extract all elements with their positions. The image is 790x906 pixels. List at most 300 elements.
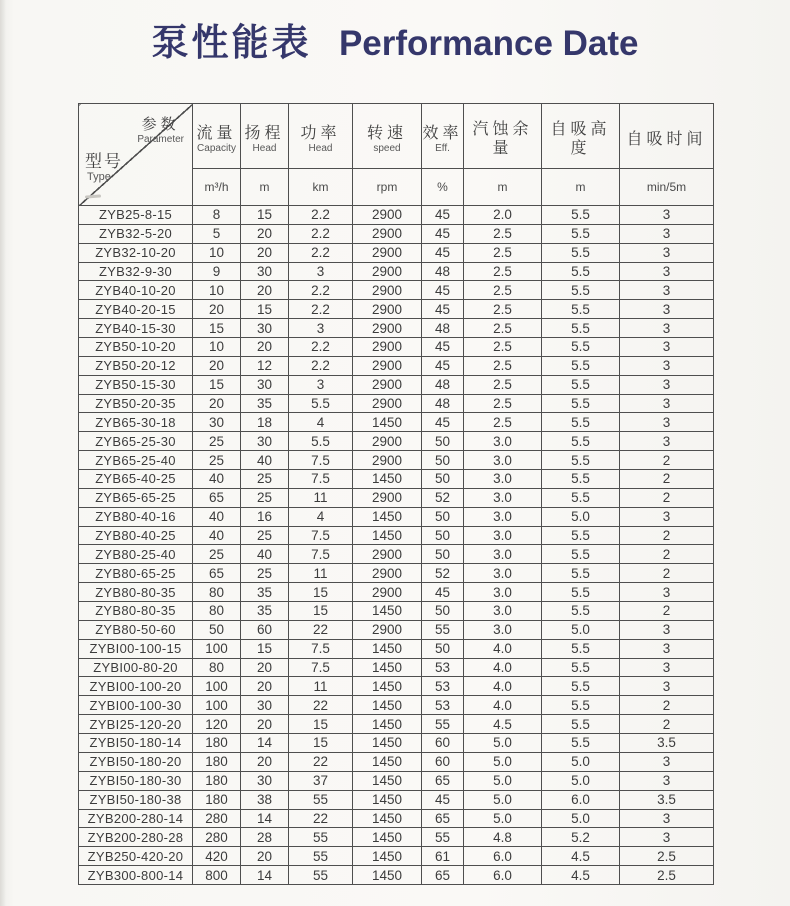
value-cell: 2 <box>620 602 714 621</box>
value-cell: 18 <box>241 413 289 432</box>
value-cell: 37 <box>289 771 353 790</box>
value-cell: 2900 <box>353 545 422 564</box>
value-cell: 3 <box>289 319 353 338</box>
value-cell: 20 <box>193 394 241 413</box>
value-cell: 2.5 <box>620 866 714 885</box>
value-cell: 2.5 <box>464 375 542 394</box>
value-cell: 15 <box>241 300 289 319</box>
value-cell: 1450 <box>353 639 422 658</box>
value-cell: 2 <box>620 470 714 489</box>
value-cell: 280 <box>193 809 241 828</box>
model-cell: ZYB50-10-20 <box>79 338 193 357</box>
value-cell: 65 <box>193 488 241 507</box>
value-cell: 38 <box>241 790 289 809</box>
value-cell: 1450 <box>353 696 422 715</box>
value-cell: 3.0 <box>464 526 542 545</box>
value-cell: 45 <box>422 338 464 357</box>
value-cell: 80 <box>193 658 241 677</box>
value-cell: 14 <box>241 866 289 885</box>
model-cell: ZYB80-40-25 <box>79 526 193 545</box>
value-cell: 7.5 <box>289 526 353 545</box>
value-cell: 40 <box>193 470 241 489</box>
value-cell: 8 <box>193 206 241 225</box>
value-cell: 180 <box>193 771 241 790</box>
model-cell: ZYB40-15-30 <box>79 319 193 338</box>
value-cell: 65 <box>422 771 464 790</box>
value-cell: 50 <box>422 545 464 564</box>
value-cell: 3 <box>620 828 714 847</box>
unit-head: m <box>241 169 289 206</box>
value-cell: 55 <box>289 847 353 866</box>
value-cell: 2 <box>620 545 714 564</box>
value-cell: 53 <box>422 696 464 715</box>
value-cell: 5.0 <box>464 734 542 753</box>
value-cell: 30 <box>241 432 289 451</box>
value-cell: 2.5 <box>620 847 714 866</box>
value-cell: 3.0 <box>464 451 542 470</box>
unit-suction-time: min/5m <box>620 169 714 206</box>
value-cell: 55 <box>422 715 464 734</box>
value-cell: 3 <box>620 319 714 338</box>
value-cell: 5.0 <box>542 771 620 790</box>
table-row <box>79 488 714 507</box>
value-cell: 20 <box>193 300 241 319</box>
value-cell: 5.5 <box>542 375 620 394</box>
value-cell: 2900 <box>353 375 422 394</box>
value-cell: 2.5 <box>464 319 542 338</box>
value-cell: 180 <box>193 734 241 753</box>
model-cell: ZYB65-40-25 <box>79 470 193 489</box>
value-cell: 2.2 <box>289 224 353 243</box>
value-cell: 2 <box>620 488 714 507</box>
value-cell: 3 <box>620 771 714 790</box>
table-row <box>79 394 714 413</box>
value-cell: 4.0 <box>464 639 542 658</box>
value-cell: 2900 <box>353 583 422 602</box>
value-cell: 55 <box>289 866 353 885</box>
value-cell: 55 <box>289 828 353 847</box>
value-cell: 1450 <box>353 413 422 432</box>
table-row <box>79 583 714 602</box>
model-cell: ZYB50-20-35 <box>79 394 193 413</box>
model-cell: ZYB32-5-20 <box>79 224 193 243</box>
value-cell: 20 <box>241 243 289 262</box>
value-cell: 3 <box>289 375 353 394</box>
table-row <box>79 866 714 885</box>
table-row <box>79 696 714 715</box>
corner-type-label <box>85 152 123 183</box>
model-cell: ZYBI00-100-30 <box>79 696 193 715</box>
value-cell: 35 <box>241 602 289 621</box>
value-cell: 2 <box>620 696 714 715</box>
table-row <box>79 338 714 357</box>
value-cell: 3 <box>289 262 353 281</box>
value-cell: 15 <box>241 206 289 225</box>
value-cell: 5.5 <box>289 394 353 413</box>
value-cell: 3 <box>620 620 714 639</box>
value-cell: 40 <box>241 451 289 470</box>
corner-type-zh: 型号 <box>85 152 123 171</box>
value-cell: 2900 <box>353 564 422 583</box>
value-cell: 2 <box>620 451 714 470</box>
value-cell: 2900 <box>353 394 422 413</box>
value-cell: 25 <box>241 470 289 489</box>
value-cell: 2.5 <box>464 300 542 319</box>
value-cell: 2.2 <box>289 281 353 300</box>
table-row <box>79 319 714 338</box>
table-row <box>79 602 714 621</box>
table-row <box>79 545 714 564</box>
corner-parameter-zh: 参数 <box>141 116 180 133</box>
table-row <box>79 715 714 734</box>
value-cell: 4 <box>289 507 353 526</box>
value-cell: 280 <box>193 828 241 847</box>
table-row <box>79 356 714 375</box>
model-cell: ZYB32-10-20 <box>79 243 193 262</box>
table-row <box>79 620 714 639</box>
model-cell: ZYB80-65-25 <box>79 564 193 583</box>
value-cell: 5.2 <box>542 828 620 847</box>
value-cell: 1450 <box>353 677 422 696</box>
table-row <box>79 677 714 696</box>
value-cell: 5.5 <box>542 470 620 489</box>
corner-type-en: Type <box>87 171 111 183</box>
col-header-npsh: 汽蚀余量 <box>464 104 542 169</box>
model-cell: ZYBI50-180-14 <box>79 734 193 753</box>
col-header-suction-time: 自吸时间 <box>620 104 714 169</box>
col-header-power: 功率 Head <box>289 104 353 169</box>
value-cell: 2900 <box>353 319 422 338</box>
model-cell: ZYB300-800-14 <box>79 866 193 885</box>
value-cell: 3 <box>620 658 714 677</box>
value-cell: 1450 <box>353 866 422 885</box>
col-header-suction-height: 自吸高度 <box>542 104 620 169</box>
value-cell: 15 <box>289 602 353 621</box>
value-cell: 16 <box>241 507 289 526</box>
value-cell: 5.5 <box>542 545 620 564</box>
value-cell: 30 <box>193 413 241 432</box>
value-cell: 800 <box>193 866 241 885</box>
value-cell: 5.5 <box>542 300 620 319</box>
table-row <box>79 262 714 281</box>
value-cell: 50 <box>422 602 464 621</box>
value-cell: 50 <box>422 639 464 658</box>
value-cell: 4.0 <box>464 658 542 677</box>
value-cell: 45 <box>422 790 464 809</box>
value-cell: 3.0 <box>464 432 542 451</box>
value-cell: 11 <box>289 488 353 507</box>
value-cell: 5.5 <box>542 677 620 696</box>
value-cell: 30 <box>241 262 289 281</box>
value-cell: 50 <box>422 526 464 545</box>
value-cell: 2900 <box>353 206 422 225</box>
value-cell: 2900 <box>353 356 422 375</box>
value-cell: 5.0 <box>464 771 542 790</box>
value-cell: 65 <box>422 809 464 828</box>
table-row <box>79 375 714 394</box>
value-cell: 45 <box>422 300 464 319</box>
col-header-capacity: 流量 Capacity <box>193 104 241 169</box>
value-cell: 65 <box>422 866 464 885</box>
value-cell: 40 <box>193 526 241 545</box>
value-cell: 1450 <box>353 715 422 734</box>
model-cell: ZYBI50-180-30 <box>79 771 193 790</box>
value-cell: 53 <box>422 677 464 696</box>
model-cell: ZYB80-50-60 <box>79 620 193 639</box>
value-cell: 3.0 <box>464 545 542 564</box>
value-cell: 2900 <box>353 451 422 470</box>
model-cell: ZYB200-280-28 <box>79 828 193 847</box>
table-row <box>79 526 714 545</box>
value-cell: 5.5 <box>542 432 620 451</box>
value-cell: 52 <box>422 564 464 583</box>
value-cell: 1450 <box>353 658 422 677</box>
model-cell: ZYB250-420-20 <box>79 847 193 866</box>
value-cell: 5.5 <box>542 583 620 602</box>
value-cell: 1450 <box>353 734 422 753</box>
model-cell: ZYB80-80-35 <box>79 583 193 602</box>
value-cell: 4.0 <box>464 696 542 715</box>
model-cell: ZYB65-65-25 <box>79 488 193 507</box>
value-cell: 22 <box>289 809 353 828</box>
value-cell: 61 <box>422 847 464 866</box>
value-cell: 2 <box>620 564 714 583</box>
value-cell: 30 <box>241 375 289 394</box>
value-cell: 2900 <box>353 488 422 507</box>
value-cell: 15 <box>289 715 353 734</box>
value-cell: 2900 <box>353 338 422 357</box>
value-cell: 80 <box>193 602 241 621</box>
value-cell: 3 <box>620 224 714 243</box>
value-cell: 3 <box>620 639 714 658</box>
value-cell: 40 <box>193 507 241 526</box>
value-cell: 2.2 <box>289 206 353 225</box>
table-row <box>79 432 714 451</box>
value-cell: 11 <box>289 677 353 696</box>
value-cell: 5.5 <box>542 488 620 507</box>
table-row <box>79 451 714 470</box>
value-cell: 25 <box>241 526 289 545</box>
value-cell: 120 <box>193 715 241 734</box>
value-cell: 2900 <box>353 281 422 300</box>
value-cell: 100 <box>193 677 241 696</box>
model-cell: ZYB25-8-15 <box>79 206 193 225</box>
table-row <box>79 281 714 300</box>
value-cell: 2.5 <box>464 356 542 375</box>
value-cell: 60 <box>241 620 289 639</box>
value-cell: 5.0 <box>542 507 620 526</box>
value-cell: 45 <box>422 356 464 375</box>
table-row <box>79 752 714 771</box>
value-cell: 7.5 <box>289 658 353 677</box>
value-cell: 45 <box>422 224 464 243</box>
value-cell: 2.2 <box>289 356 353 375</box>
value-cell: 15 <box>193 375 241 394</box>
value-cell: 3.5 <box>620 734 714 753</box>
value-cell: 2.5 <box>464 281 542 300</box>
value-cell: 3 <box>620 677 714 696</box>
table-row <box>79 809 714 828</box>
value-cell: 52 <box>422 488 464 507</box>
value-cell: 3 <box>620 752 714 771</box>
model-cell: ZYBI00-100-20 <box>79 677 193 696</box>
model-cell: ZYBI25-120-20 <box>79 715 193 734</box>
value-cell: 7.5 <box>289 639 353 658</box>
value-cell: 100 <box>193 696 241 715</box>
value-cell: 25 <box>241 564 289 583</box>
value-cell: 55 <box>289 790 353 809</box>
value-cell: 25 <box>193 451 241 470</box>
value-cell: 1450 <box>353 602 422 621</box>
value-cell: 1450 <box>353 526 422 545</box>
page-title <box>0 12 790 66</box>
value-cell: 30 <box>241 696 289 715</box>
value-cell: 3 <box>620 432 714 451</box>
value-cell: 2.0 <box>464 206 542 225</box>
value-cell: 3.0 <box>464 602 542 621</box>
value-cell: 22 <box>289 620 353 639</box>
value-cell: 20 <box>193 356 241 375</box>
model-cell: ZYB50-20-12 <box>79 356 193 375</box>
unit-speed: rpm <box>353 169 422 206</box>
value-cell: 5.5 <box>542 224 620 243</box>
value-cell: 30 <box>241 319 289 338</box>
model-cell: ZYB32-9-30 <box>79 262 193 281</box>
value-cell: 5 <box>193 224 241 243</box>
value-cell: 1450 <box>353 847 422 866</box>
value-cell: 6.0 <box>464 847 542 866</box>
value-cell: 60 <box>422 734 464 753</box>
model-cell: ZYB80-80-35 <box>79 602 193 621</box>
scan-edge-shadow <box>0 0 6 906</box>
value-cell: 20 <box>241 224 289 243</box>
table-row <box>79 413 714 432</box>
value-cell: 20 <box>241 752 289 771</box>
value-cell: 65 <box>193 564 241 583</box>
value-cell: 11 <box>289 564 353 583</box>
value-cell: 2900 <box>353 224 422 243</box>
model-cell: ZYB65-25-40 <box>79 451 193 470</box>
value-cell: 2900 <box>353 300 422 319</box>
performance-table <box>78 103 714 885</box>
value-cell: 1450 <box>353 771 422 790</box>
value-cell: 35 <box>241 394 289 413</box>
value-cell: 2.2 <box>289 338 353 357</box>
value-cell: 6.0 <box>464 866 542 885</box>
model-cell: ZYBI50-180-38 <box>79 790 193 809</box>
value-cell: 3.0 <box>464 507 542 526</box>
table-row <box>79 658 714 677</box>
value-cell: 60 <box>422 752 464 771</box>
value-cell: 5.5 <box>542 338 620 357</box>
value-cell: 15 <box>241 639 289 658</box>
value-cell: 35 <box>241 583 289 602</box>
value-cell: 20 <box>241 338 289 357</box>
value-cell: 5.5 <box>542 639 620 658</box>
table-row <box>79 243 714 262</box>
value-cell: 1450 <box>353 809 422 828</box>
value-cell: 10 <box>193 338 241 357</box>
value-cell: 14 <box>241 809 289 828</box>
value-cell: 5.5 <box>542 715 620 734</box>
value-cell: 3 <box>620 338 714 357</box>
value-cell: 55 <box>422 828 464 847</box>
value-cell: 80 <box>193 583 241 602</box>
value-cell: 5.0 <box>464 809 542 828</box>
model-cell: ZYB40-20-15 <box>79 300 193 319</box>
table-row <box>79 771 714 790</box>
value-cell: 3.0 <box>464 488 542 507</box>
value-cell: 15 <box>193 319 241 338</box>
value-cell: 5.5 <box>542 262 620 281</box>
value-cell: 5.0 <box>464 752 542 771</box>
value-cell: 2 <box>620 715 714 734</box>
value-cell: 48 <box>422 375 464 394</box>
value-cell: 5.5 <box>542 243 620 262</box>
value-cell: 5.5 <box>542 734 620 753</box>
table-row <box>79 734 714 753</box>
page-title-en: Performance Date <box>338 24 639 63</box>
value-cell: 12 <box>241 356 289 375</box>
value-cell: 4.5 <box>542 847 620 866</box>
value-cell: 50 <box>422 470 464 489</box>
col-header-efficiency: 效率 Eff. <box>422 104 464 169</box>
value-cell: 1450 <box>353 752 422 771</box>
value-cell: 5.0 <box>542 620 620 639</box>
value-cell: 1450 <box>353 470 422 489</box>
table-row <box>79 828 714 847</box>
table-row <box>79 564 714 583</box>
value-cell: 3 <box>620 356 714 375</box>
value-cell: 5.5 <box>542 526 620 545</box>
value-cell: 20 <box>241 677 289 696</box>
value-cell: 48 <box>422 262 464 281</box>
value-cell: 3 <box>620 809 714 828</box>
value-cell: 22 <box>289 696 353 715</box>
value-cell: 4 <box>289 413 353 432</box>
model-cell: ZYB80-40-16 <box>79 507 193 526</box>
value-cell: 3 <box>620 507 714 526</box>
value-cell: 3.0 <box>464 620 542 639</box>
value-cell: 2.5 <box>464 262 542 281</box>
value-cell: 50 <box>422 451 464 470</box>
value-cell: 45 <box>422 583 464 602</box>
col-header-head: 扬程 Head <box>241 104 289 169</box>
value-cell: 25 <box>193 432 241 451</box>
model-cell: ZYBI00-80-20 <box>79 658 193 677</box>
value-cell: 100 <box>193 639 241 658</box>
value-cell: 15 <box>289 583 353 602</box>
table-row <box>79 470 714 489</box>
value-cell: 4.0 <box>464 677 542 696</box>
value-cell: 3 <box>620 243 714 262</box>
value-cell: 40 <box>241 545 289 564</box>
model-cell: ZYB200-280-14 <box>79 809 193 828</box>
value-cell: 2900 <box>353 620 422 639</box>
value-cell: 5.5 <box>542 413 620 432</box>
value-cell: 50 <box>422 432 464 451</box>
value-cell: 5.5 <box>542 658 620 677</box>
corner-parameter-label <box>137 116 184 146</box>
value-cell: 25 <box>241 488 289 507</box>
value-cell: 420 <box>193 847 241 866</box>
value-cell: 2.5 <box>464 394 542 413</box>
value-cell: 5.0 <box>542 752 620 771</box>
value-cell: 3 <box>620 206 714 225</box>
value-cell: 10 <box>193 243 241 262</box>
value-cell: 1450 <box>353 507 422 526</box>
value-cell: 20 <box>241 847 289 866</box>
